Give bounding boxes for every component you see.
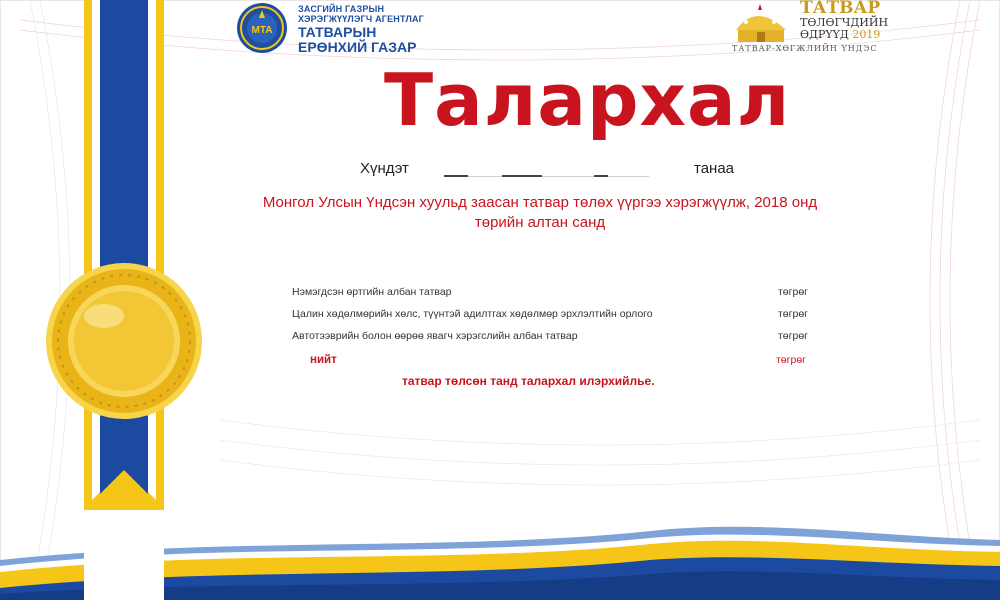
tax-row [292, 330, 822, 348]
tax-row [292, 308, 822, 326]
agency-line-3: ТАТВАРЫН [298, 24, 377, 40]
yurt-icon [726, 0, 796, 44]
greeting-line [300, 160, 860, 182]
blank-segment [502, 175, 542, 177]
tax-row-currency: төгрөг [778, 308, 808, 320]
award-line-2: ТӨЛӨГЧДИЙН [800, 16, 889, 29]
tax-row-label: Нэмэгдсэн өртгийн албан татвар [292, 286, 452, 298]
certificate-title: Талархал [384, 58, 791, 142]
greeting-prefix: Хүндэт [360, 160, 409, 177]
tax-row-currency: төгрөг [778, 286, 808, 298]
award-title: ТАТВАР [800, 0, 881, 18]
award-year: 2019 [852, 28, 881, 41]
agency-header [236, 2, 436, 58]
thanks-message: татвар төлсөн танд талархал илэрхийлье. [402, 374, 655, 388]
total-row [310, 354, 820, 372]
award-tagline: ТАТВАР-ХӨГЖЛИЙН ҮНДЭС [732, 44, 878, 53]
greeting-suffix: танаа [694, 160, 735, 177]
total-label: нийт [310, 354, 337, 366]
tax-row [292, 286, 822, 304]
ribbon-medal [0, 0, 220, 600]
agency-line-2: ХЭРЭГЖҮҮЛЭГЧ АГЕНТЛАГ [298, 14, 424, 24]
emblem-letters: МТА [251, 25, 273, 36]
certificate-statement: Монгол Улсын Үндсэн хуульд заасан татвар төлөх үүргээ хэрэгжүүлж, 2018 онд төрийн алтан санд [262, 194, 818, 231]
taxpayer-days-logo [726, 0, 889, 56]
agency-emblem-icon [236, 2, 288, 54]
recipient-name-blank [444, 176, 649, 177]
agency-line-4: ЕРӨНХИЙ ГАЗАР [298, 39, 417, 55]
tax-row-label: Автотээврийн болон өөрөө явагч хэрэгслийн албан татвар [292, 330, 578, 342]
award-line-3-prefix: ӨДРҮҮД [800, 28, 849, 41]
agency-line-1: ЗАСГИЙН ГАЗРЫН [298, 4, 385, 14]
blank-segment [594, 175, 608, 177]
tax-row-currency: төгрөг [778, 330, 808, 342]
blank-segment [444, 175, 468, 177]
total-currency: төгрөг [776, 354, 806, 366]
tax-row-label: Цалин хөдөлмөрийн хөлс, түүнтэй адилтгах хөдөлмөр эрхлэлтийн орлого [292, 308, 653, 320]
award-line-3 [800, 28, 880, 41]
